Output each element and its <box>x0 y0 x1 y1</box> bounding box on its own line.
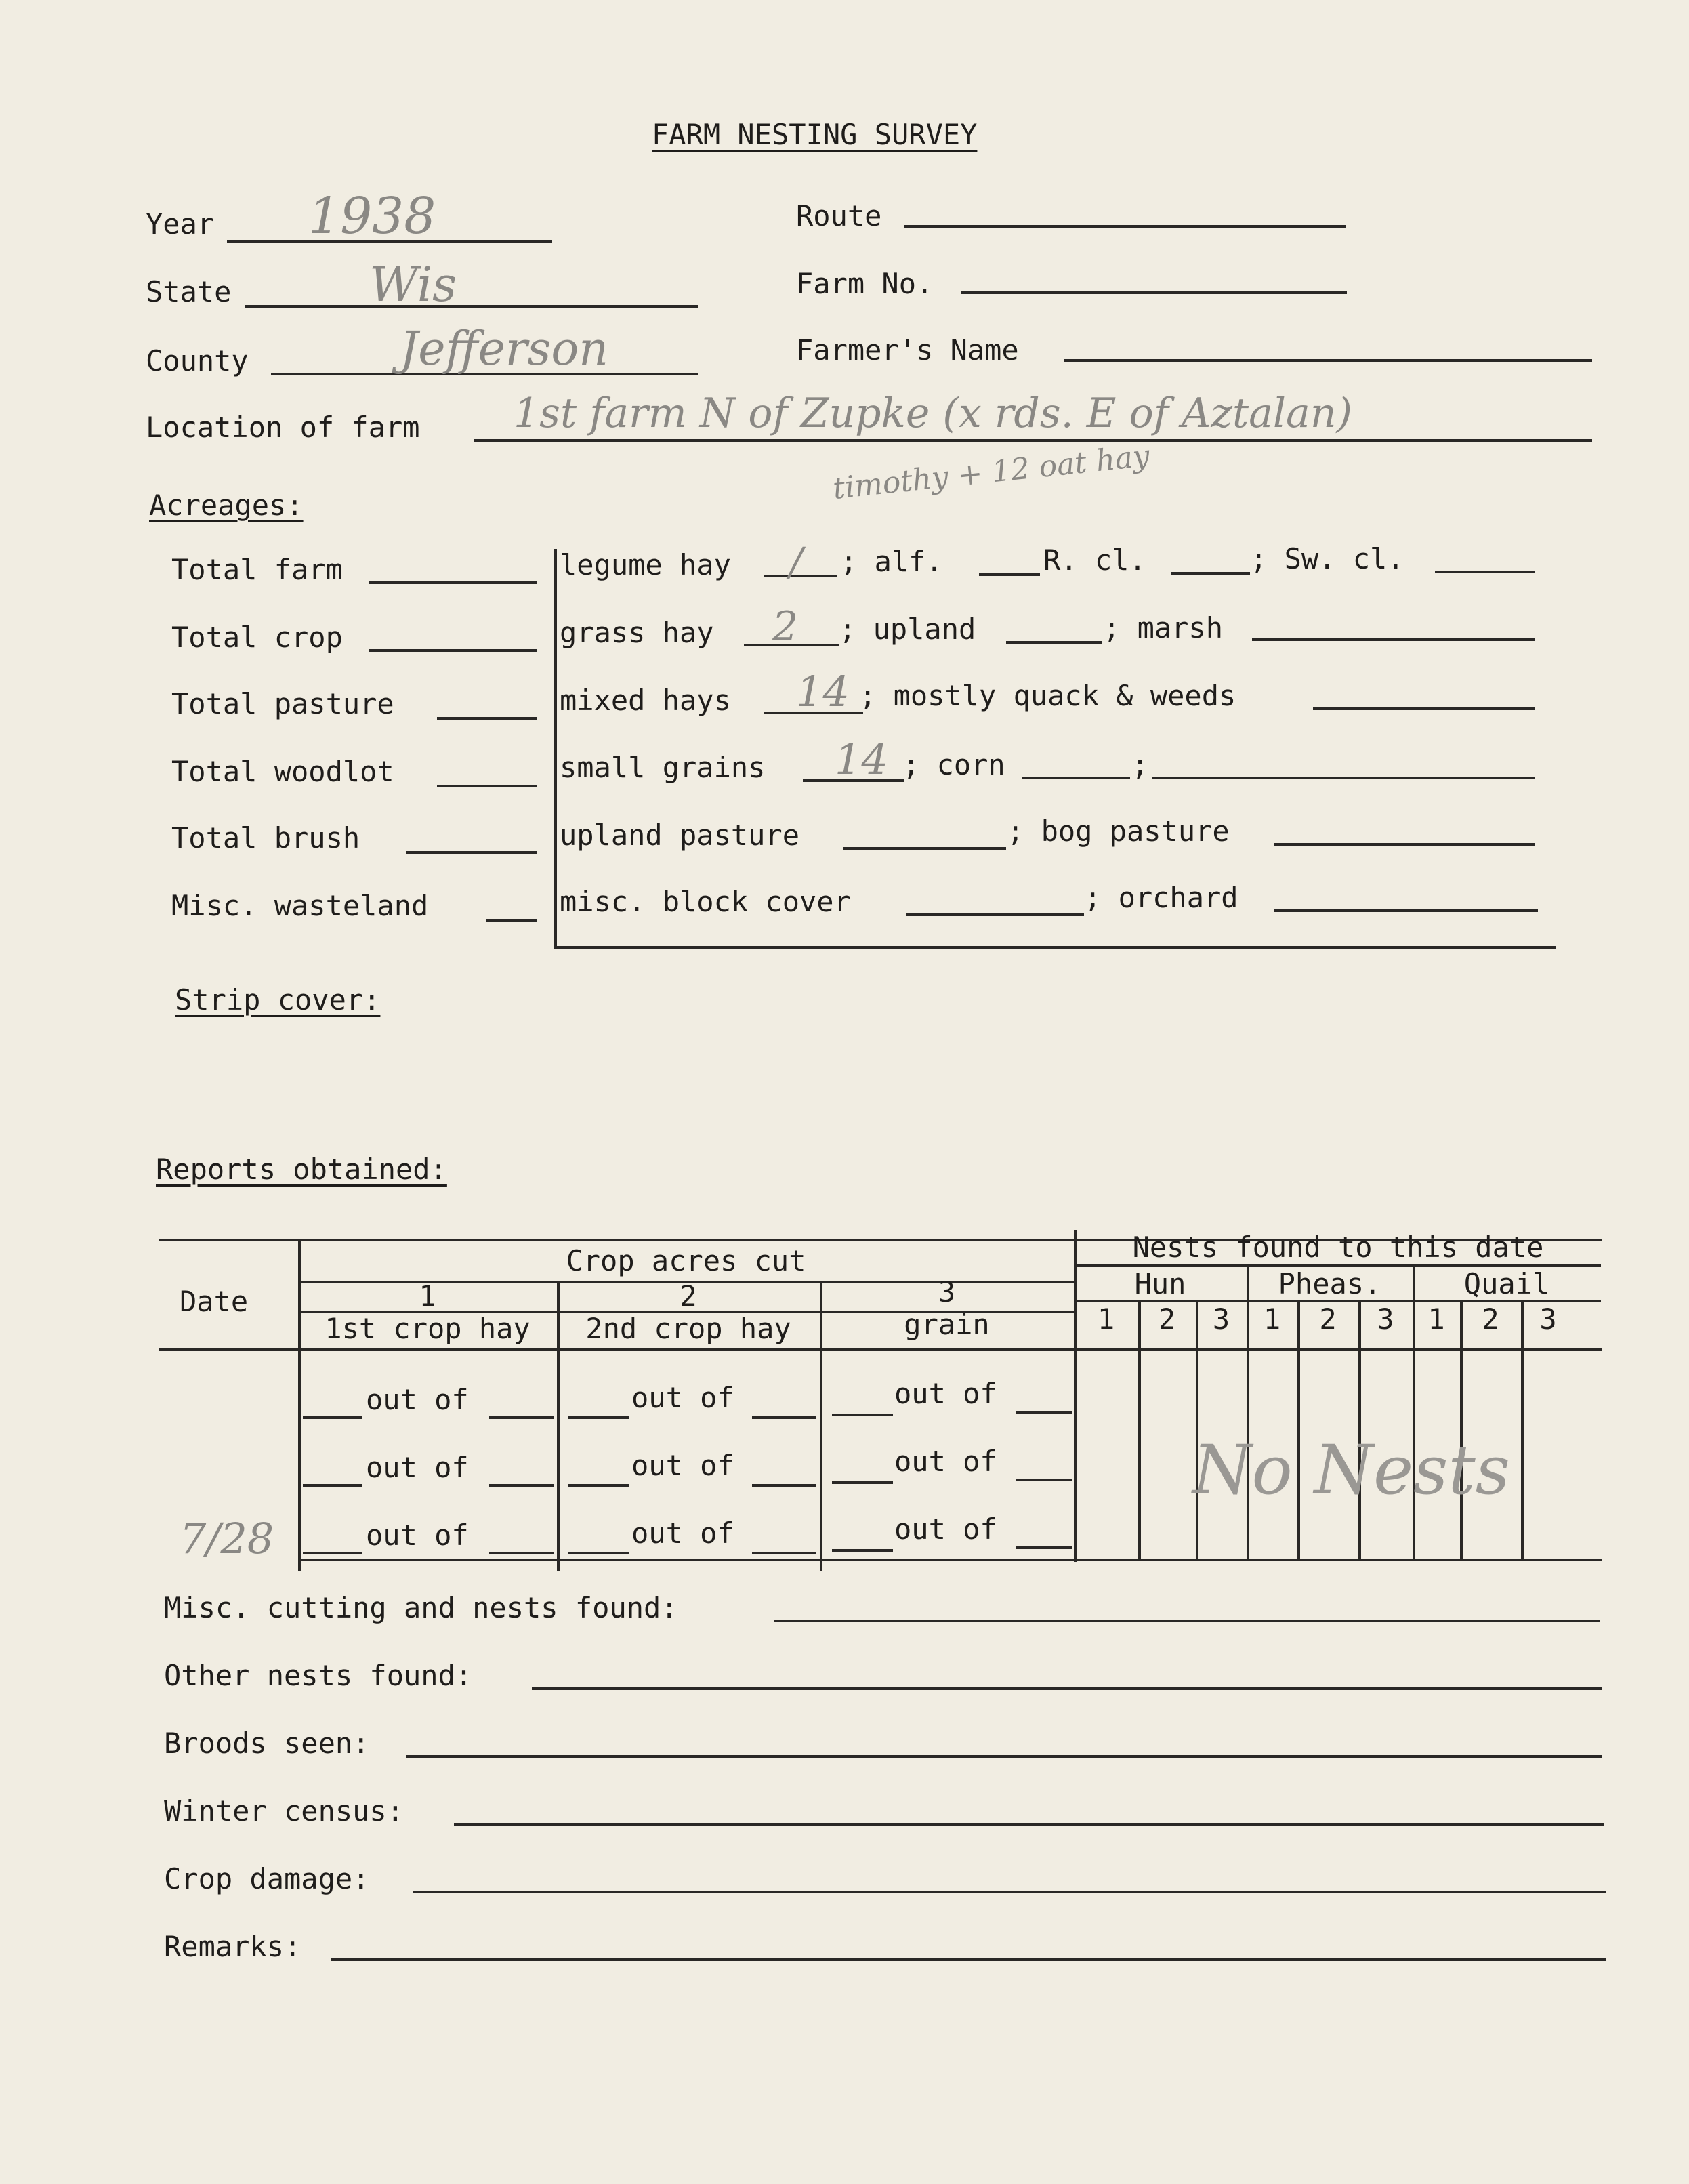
quail-2: 2 <box>1482 1302 1499 1336</box>
crop1-row3-blank <box>303 1552 362 1554</box>
misc-block-cover-line <box>906 913 1084 916</box>
pheas-3: 3 <box>1377 1302 1394 1336</box>
reports-obtained-label: Reports obtained: <box>156 1153 447 1186</box>
small-grains-value: 14 <box>835 735 888 784</box>
legume-hay-value: / <box>789 539 803 585</box>
other-nests-line <box>532 1687 1602 1690</box>
misc-block-cover-label: misc. block cover <box>560 885 851 918</box>
strip-cover-label: Strip cover: <box>175 983 381 1016</box>
crop3-row1-total <box>1016 1411 1072 1414</box>
total-pasture-line <box>437 717 537 720</box>
route-line <box>904 225 1346 228</box>
crop1-row2-total <box>489 1484 554 1487</box>
other-crop-line <box>1152 777 1535 779</box>
crop3-number: 3 <box>938 1275 956 1309</box>
species-quail: Quail <box>1463 1267 1550 1300</box>
crop2-row3-blank <box>568 1552 629 1554</box>
broods-seen-label: Broods seen: <box>164 1727 370 1760</box>
farm-no-label: Farm No. <box>796 267 934 300</box>
mixed-hays-label: mixed hays <box>560 684 731 717</box>
red-clover-line <box>1171 572 1250 575</box>
crop-damage-line <box>413 1891 1606 1893</box>
quack-weeds-line <box>1313 707 1535 710</box>
crop2-name: 2nd crop hay <box>585 1312 791 1345</box>
farmer-name-line <box>1064 359 1592 362</box>
marsh-line <box>1252 638 1535 641</box>
hun-2-divider <box>1196 1300 1198 1559</box>
quail-3: 3 <box>1539 1302 1557 1336</box>
acreages-heading: Acreages: <box>149 489 304 522</box>
crop1-row1-total <box>489 1416 554 1419</box>
total-pasture-label: Total pasture <box>171 687 394 720</box>
marsh-label: ; marsh <box>1103 611 1224 644</box>
crop1-row2-outof: out of <box>366 1451 469 1484</box>
winter-census-line <box>454 1823 1604 1826</box>
acreage-divider <box>554 549 557 949</box>
report-date-value: 7/28 <box>180 1514 274 1563</box>
nests-found-header: Nests found to this date <box>1132 1231 1544 1264</box>
quail-1: 1 <box>1427 1302 1445 1336</box>
crop3-row2-total <box>1016 1479 1072 1481</box>
crop3-row3-blank <box>832 1549 893 1552</box>
pheas-1-divider <box>1297 1300 1300 1559</box>
crop2-row1-outof: out of <box>631 1381 734 1414</box>
crop2-row1-total <box>752 1416 816 1419</box>
total-crop-line <box>369 649 537 652</box>
small-grains-label: small grains <box>560 751 766 784</box>
nests-note: No Nests <box>1192 1430 1510 1510</box>
farm-no-line <box>961 291 1347 294</box>
other-nests-label: Other nests found: <box>164 1659 473 1692</box>
farmer-name-label: Farmer's Name <box>796 333 1019 367</box>
legume-hay-label: legume hay <box>560 548 731 581</box>
crop1-row1-blank <box>303 1416 362 1419</box>
mixed-hays-value: 14 <box>796 667 850 716</box>
route-label: Route <box>796 199 882 232</box>
crop3-row3-total <box>1016 1546 1072 1549</box>
crop1-name: 1st crop hay <box>325 1312 530 1345</box>
crop2-row1-blank <box>568 1416 629 1419</box>
sweet-clover-label: ; Sw. cl. <box>1250 542 1404 575</box>
pheas-2-divider <box>1358 1300 1361 1559</box>
misc-wasteland-line <box>486 919 537 922</box>
bog-pasture-line <box>1274 843 1535 846</box>
crop3-row1-blank <box>832 1414 893 1416</box>
orchard-line <box>1274 909 1538 912</box>
corn-separator: ; <box>1131 748 1149 781</box>
misc-wasteland-label: Misc. wasteland <box>171 889 429 922</box>
total-woodlot-line <box>437 785 537 787</box>
crop1-row1-outof: out of <box>366 1383 469 1416</box>
upland-pasture-label: upland pasture <box>560 819 800 852</box>
pheas-1: 1 <box>1263 1302 1281 1336</box>
crop1-number: 1 <box>419 1279 436 1313</box>
misc-cutting-label: Misc. cutting and nests found: <box>164 1591 678 1624</box>
hun-2: 2 <box>1158 1302 1176 1336</box>
page-title: FARM NESTING SURVEY <box>652 118 978 151</box>
table-bottom-rule <box>298 1559 1602 1561</box>
location-line <box>474 439 1592 442</box>
crop3-name: grain <box>904 1308 990 1341</box>
crop2-number: 2 <box>680 1279 697 1313</box>
county-value: Jefferson <box>400 323 609 376</box>
alf-label: ; alf. <box>840 545 943 578</box>
grass-hay-label: grass hay <box>560 616 714 649</box>
winter-census-label: Winter census: <box>164 1794 404 1828</box>
crop3-row2-blank <box>832 1481 893 1484</box>
hun-1-divider <box>1138 1300 1141 1559</box>
broods-seen-line <box>406 1755 1602 1758</box>
upland-label: ; upland <box>839 613 976 646</box>
total-farm-label: Total farm <box>171 553 343 586</box>
state-line <box>245 305 698 308</box>
crop2-row3-total <box>752 1552 816 1554</box>
year-label: Year <box>146 207 215 241</box>
date-header: Date <box>180 1285 249 1318</box>
county-label: County <box>146 344 249 377</box>
total-woodlot-label: Total woodlot <box>171 755 394 788</box>
upland-pasture-line <box>843 847 1006 850</box>
crop-damage-label: Crop damage: <box>164 1862 370 1895</box>
quack-weeds-label: ; mostly quack & weeds <box>859 679 1236 712</box>
table-header-rule <box>159 1348 1602 1351</box>
crop1-row3-total <box>489 1552 554 1554</box>
quail-2-divider <box>1521 1300 1524 1559</box>
state-label: State <box>146 275 232 308</box>
quail-1-divider <box>1460 1300 1463 1559</box>
crop-acres-header: Crop acres cut <box>566 1244 806 1277</box>
hun-1: 1 <box>1097 1302 1115 1336</box>
crop2-row2-total <box>752 1484 816 1487</box>
crop2-row2-outof: out of <box>631 1449 734 1482</box>
crop1-row3-outof: out of <box>366 1519 469 1552</box>
bog-pasture-label: ; bog pasture <box>1007 815 1230 848</box>
crop3-row2-outof: out of <box>894 1445 997 1478</box>
total-brush-line <box>406 851 537 854</box>
corn-line <box>1022 777 1130 779</box>
crop3-row3-outof: out of <box>894 1512 997 1546</box>
sweet-clover-line <box>1435 571 1535 573</box>
red-clover-label: R. cl. <box>1043 543 1146 577</box>
acreage-bottom-rule <box>554 946 1556 949</box>
alf-line <box>979 573 1040 576</box>
crop2-row3-outof: out of <box>631 1517 734 1550</box>
year-value: 1938 <box>308 187 436 245</box>
total-brush-label: Total brush <box>171 821 360 854</box>
location-value: 1st farm N of Zupke (x rds. E of Aztalan) <box>514 390 1352 437</box>
crop1-row2-blank <box>303 1484 362 1487</box>
orchard-label: ; orchard <box>1084 881 1238 914</box>
total-crop-label: Total crop <box>171 621 343 654</box>
legume-hay-note: timothy + 12 oat hay <box>831 438 1152 506</box>
misc-cutting-line <box>774 1620 1600 1622</box>
remarks-label: Remarks: <box>164 1930 301 1963</box>
pheas-2: 2 <box>1319 1302 1337 1336</box>
corn-label: ; corn <box>902 748 1005 781</box>
grass-hay-value: 2 <box>772 603 799 651</box>
species-pheas: Pheas. <box>1278 1267 1381 1300</box>
species-hun: Hun <box>1134 1267 1186 1300</box>
upland-line <box>1006 641 1102 644</box>
remarks-line <box>331 1958 1606 1961</box>
hun-3: 3 <box>1212 1302 1230 1336</box>
location-label: Location of farm <box>146 411 420 444</box>
crop2-row2-blank <box>568 1484 629 1487</box>
crop3-row1-outof: out of <box>894 1377 997 1410</box>
total-farm-line <box>369 581 537 584</box>
state-value: Wis <box>369 257 457 312</box>
